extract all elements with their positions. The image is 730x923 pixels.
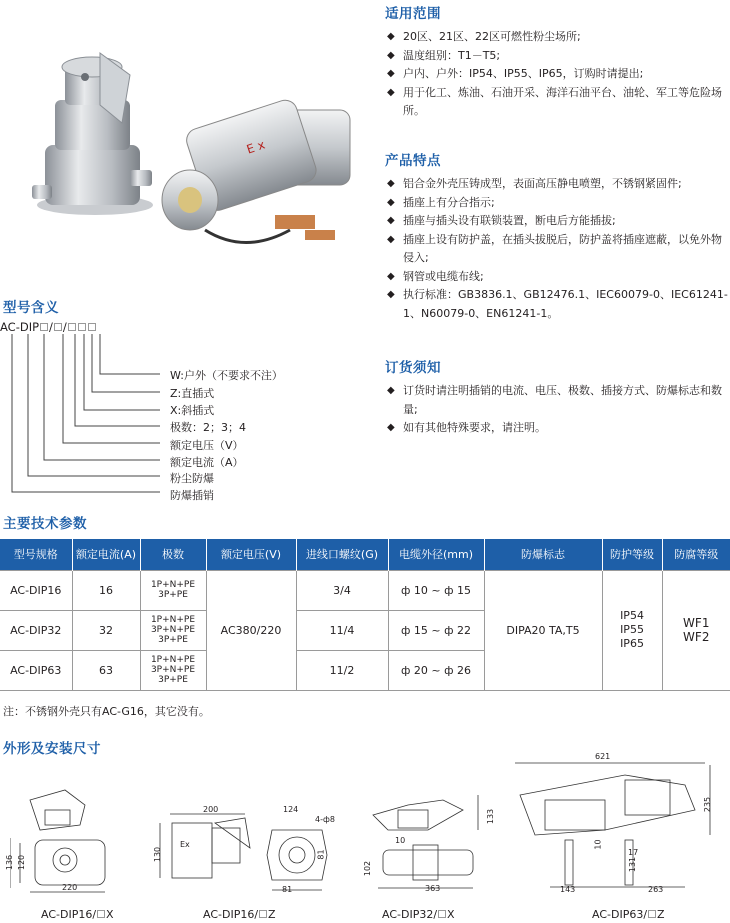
diamond-bullet-icon: ◆ xyxy=(387,49,395,61)
bullet-item xyxy=(385,286,730,323)
dim-d4-17: 17 xyxy=(628,848,639,857)
legend-item: X:斜插式 xyxy=(170,404,215,417)
dim-d1-h1: 136 xyxy=(5,854,15,871)
bullet-text: 铝合金外壳压铸成型，表面高压静电喷塑，不锈钢紧固件; xyxy=(403,177,682,190)
drawing-dip63-z xyxy=(505,755,725,895)
bullet-text: 订货时请注明插销的电流、电压、极数、插接方式、防爆标志和数量; xyxy=(403,384,722,416)
column-header: 极数 xyxy=(140,539,206,570)
dim-d2-81b: 81 xyxy=(282,885,293,894)
placeholder-box xyxy=(259,910,267,918)
cell-voltage: AC380/220 xyxy=(206,570,296,690)
ip-line: IP54 xyxy=(620,609,644,622)
pole-line: 1P+N+PE xyxy=(150,615,196,625)
dim-d3-h: 133 xyxy=(486,808,496,825)
bullet-item xyxy=(385,84,730,121)
bullet-text: 如有其他特殊要求，请注明。 xyxy=(403,421,546,434)
cell-current: 16 xyxy=(72,570,140,610)
bullet-text: 20区、21区、22区可燃性粉尘场所; xyxy=(403,30,581,43)
model-code-prefix: AC-DIP xyxy=(0,320,40,334)
column-header: 型号规格 xyxy=(0,539,72,570)
diamond-bullet-icon: ◆ xyxy=(387,233,395,245)
specs-header-row xyxy=(0,539,730,570)
cell-thread: 3/4 xyxy=(296,570,388,610)
pole-line: 3P+N+PE xyxy=(150,625,196,635)
legend-item: Z:直插式 xyxy=(170,387,215,400)
dim-d4-143: 143 xyxy=(560,885,576,894)
cell-model: AC-DIP63 xyxy=(0,650,72,690)
label-d2-text: AC-DIP16/ xyxy=(203,908,259,921)
diamond-bullet-icon: ◆ xyxy=(387,31,395,42)
dim-d3-102: 102 xyxy=(363,860,373,877)
bullet-text: 插座上有分合指示; xyxy=(403,195,495,209)
legend-item: 极数：2；3；4 xyxy=(170,421,246,434)
dim-d2-hole: 124 xyxy=(283,805,299,814)
label-d3-suffix: X xyxy=(447,908,455,921)
model-title: 型号含义 xyxy=(3,300,59,316)
label-d2 xyxy=(203,908,276,921)
dimensions-title: 外形及安装尺寸 xyxy=(3,741,101,757)
label-d1-suffix: X xyxy=(106,908,114,921)
cell-ip xyxy=(602,570,662,690)
diamond-bullet-icon: ◆ xyxy=(387,289,395,300)
legend-item: W:户外（不要求不注） xyxy=(170,369,283,382)
bullet-text: 执行标准：GB3836.1、GB12476.1、IEC60079-0、IEC61241-1、N60079-0、EN61241-1。 xyxy=(403,288,728,320)
product-photo-straight-socket xyxy=(30,45,160,220)
svg-text:E x: E x xyxy=(244,137,267,157)
bullet-item xyxy=(385,268,730,287)
bullet-item xyxy=(385,175,730,194)
label-d4-suffix: Z xyxy=(657,908,665,921)
dim-d2-w: 200 xyxy=(203,805,219,814)
column-header: 额定电流(A) xyxy=(72,539,140,570)
drawing-dip32-x xyxy=(368,790,488,895)
bullet-text: 插座上设有防护盖，在插头拔脱后，防护盖将插座遮蔽，以免外物侵入; xyxy=(403,232,722,264)
diamond-bullet-icon: ◆ xyxy=(387,385,395,396)
cell-model: AC-DIP32 xyxy=(0,610,72,650)
label-d3 xyxy=(382,908,455,921)
legend-item: 额定电压（V） xyxy=(170,439,244,452)
placeholder-box xyxy=(648,910,656,918)
model-code-sep: / xyxy=(49,320,53,334)
label-d2-ex: Ex xyxy=(180,840,190,849)
placeholder-box xyxy=(97,910,105,918)
cell-current: 32 xyxy=(72,610,140,650)
dim-d4-131: 131 xyxy=(628,856,638,873)
diamond-bullet-icon: ◆ xyxy=(387,196,395,208)
column-header: 额定电压(V) xyxy=(206,539,296,570)
wf-line: WF2 xyxy=(683,630,710,644)
bullet-item xyxy=(385,212,730,231)
diamond-bullet-icon: ◆ xyxy=(387,215,395,226)
dim-d4-263: 263 xyxy=(648,885,664,894)
dim-d4-10: 10 xyxy=(593,839,603,850)
column-header: 防护等级 xyxy=(602,539,662,570)
label-d4 xyxy=(592,908,665,921)
placeholder-box xyxy=(438,910,446,918)
specs-title: 主要技术参数 xyxy=(3,516,87,532)
bullet-item xyxy=(385,28,730,47)
ip-line: IP65 xyxy=(620,637,644,650)
wf-line: WF1 xyxy=(683,616,710,630)
ordering-list xyxy=(385,382,730,438)
legend-item: 防爆插销 xyxy=(170,489,214,502)
cell-model: AC-DIP16 xyxy=(0,570,72,610)
bullet-item xyxy=(385,65,730,84)
bullet-text: 用于化工、炼油、石油开采、海洋石油平台、油轮、军工等危险场所。 xyxy=(403,85,722,117)
ordering-title: 订货须知 xyxy=(385,360,441,376)
bullet-text: 温度组别：T1－T5; xyxy=(403,48,501,62)
cell-wf xyxy=(662,570,730,690)
dim-d4-w: 621 xyxy=(595,752,611,761)
pole-line: 3P+PE xyxy=(158,635,188,645)
drawing-dip16-x xyxy=(10,780,130,900)
cell-poles xyxy=(140,610,206,650)
label-d3-text: AC-DIP32/ xyxy=(382,908,438,921)
cell-thread: 11/2 xyxy=(296,650,388,690)
dim-d2-holes: 4-ф8 xyxy=(315,815,335,824)
cell-cable: ф 15 ~ ф 22 xyxy=(388,610,484,650)
bullet-text: 户内、户外：IP54、IP55、IP65，订购时请提出; xyxy=(403,67,644,80)
model-legend-lines xyxy=(0,330,170,500)
dim-d3-10: 10 xyxy=(395,836,406,845)
cell-cable: ф 10 ~ ф 15 xyxy=(388,570,484,610)
cell-current: 63 xyxy=(72,650,140,690)
label-d1-text: AC-DIP16/ xyxy=(41,908,97,921)
model-code-sep: / xyxy=(62,320,67,334)
diamond-bullet-icon: ◆ xyxy=(387,178,395,189)
label-d4-text: AC-DIP63/ xyxy=(592,908,648,921)
diamond-bullet-icon: ◆ xyxy=(387,422,395,433)
dim-d2-h: 130 xyxy=(153,846,163,863)
dim-d1-h2: 120 xyxy=(17,854,27,871)
legend-item: 额定电流（A） xyxy=(170,456,244,469)
bullet-item xyxy=(385,382,730,419)
product-photo-angled-plug xyxy=(150,80,365,255)
dim-d1-w: 220 xyxy=(62,883,78,892)
cell-poles xyxy=(140,650,206,690)
legend-item: 粉尘防爆 xyxy=(170,472,214,485)
dim-d3-w: 363 xyxy=(425,884,441,893)
scope-title: 适用范围 xyxy=(385,6,441,22)
column-header: 进线口螺纹(G) xyxy=(296,539,388,570)
dim-d4-h: 235 xyxy=(703,796,713,813)
column-header: 电缆外径(mm) xyxy=(388,539,484,570)
cell-thread: 11/4 xyxy=(296,610,388,650)
pole-line: 3P+PE xyxy=(158,675,188,685)
cell-ex-mark: DIPA20 TA,T5 xyxy=(484,570,602,690)
column-header: 防爆标志 xyxy=(484,539,602,570)
pole-line: 1P+N+PE xyxy=(150,655,196,665)
cell-poles xyxy=(140,570,206,610)
pole-line: 1P+N+PE xyxy=(150,580,196,590)
diamond-bullet-icon: ◆ xyxy=(387,270,395,282)
bullet-item xyxy=(385,194,730,213)
bullet-item xyxy=(385,231,730,268)
bullet-text: 插座与插头设有联锁装置，断电后方能插拔; xyxy=(403,214,616,227)
bullet-text: 钢管或电缆布线; xyxy=(403,269,484,283)
pole-line: 3P+N+PE xyxy=(150,665,196,675)
pole-line: 3P+PE xyxy=(158,590,188,600)
specs-note: 注：不锈钢外壳只有AC-G16，其它没有。 xyxy=(3,705,210,718)
table-row xyxy=(0,570,730,610)
diamond-bullet-icon: ◆ xyxy=(387,68,395,79)
bullet-item xyxy=(385,47,730,66)
scope-list xyxy=(385,28,730,121)
label-d1 xyxy=(41,908,114,921)
features-list xyxy=(385,175,730,323)
ip-line: IP55 xyxy=(620,623,644,636)
features-title: 产品特点 xyxy=(385,153,441,169)
dim-d2-81a: 81 xyxy=(316,849,326,860)
column-header: 防腐等级 xyxy=(662,539,730,570)
diamond-bullet-icon: ◆ xyxy=(387,86,395,98)
label-d2-suffix: Z xyxy=(268,908,276,921)
drawing-dip16-z xyxy=(150,808,265,898)
cell-cable: ф 20 ~ ф 26 xyxy=(388,650,484,690)
bullet-item xyxy=(385,419,730,438)
specs-table xyxy=(0,539,730,691)
